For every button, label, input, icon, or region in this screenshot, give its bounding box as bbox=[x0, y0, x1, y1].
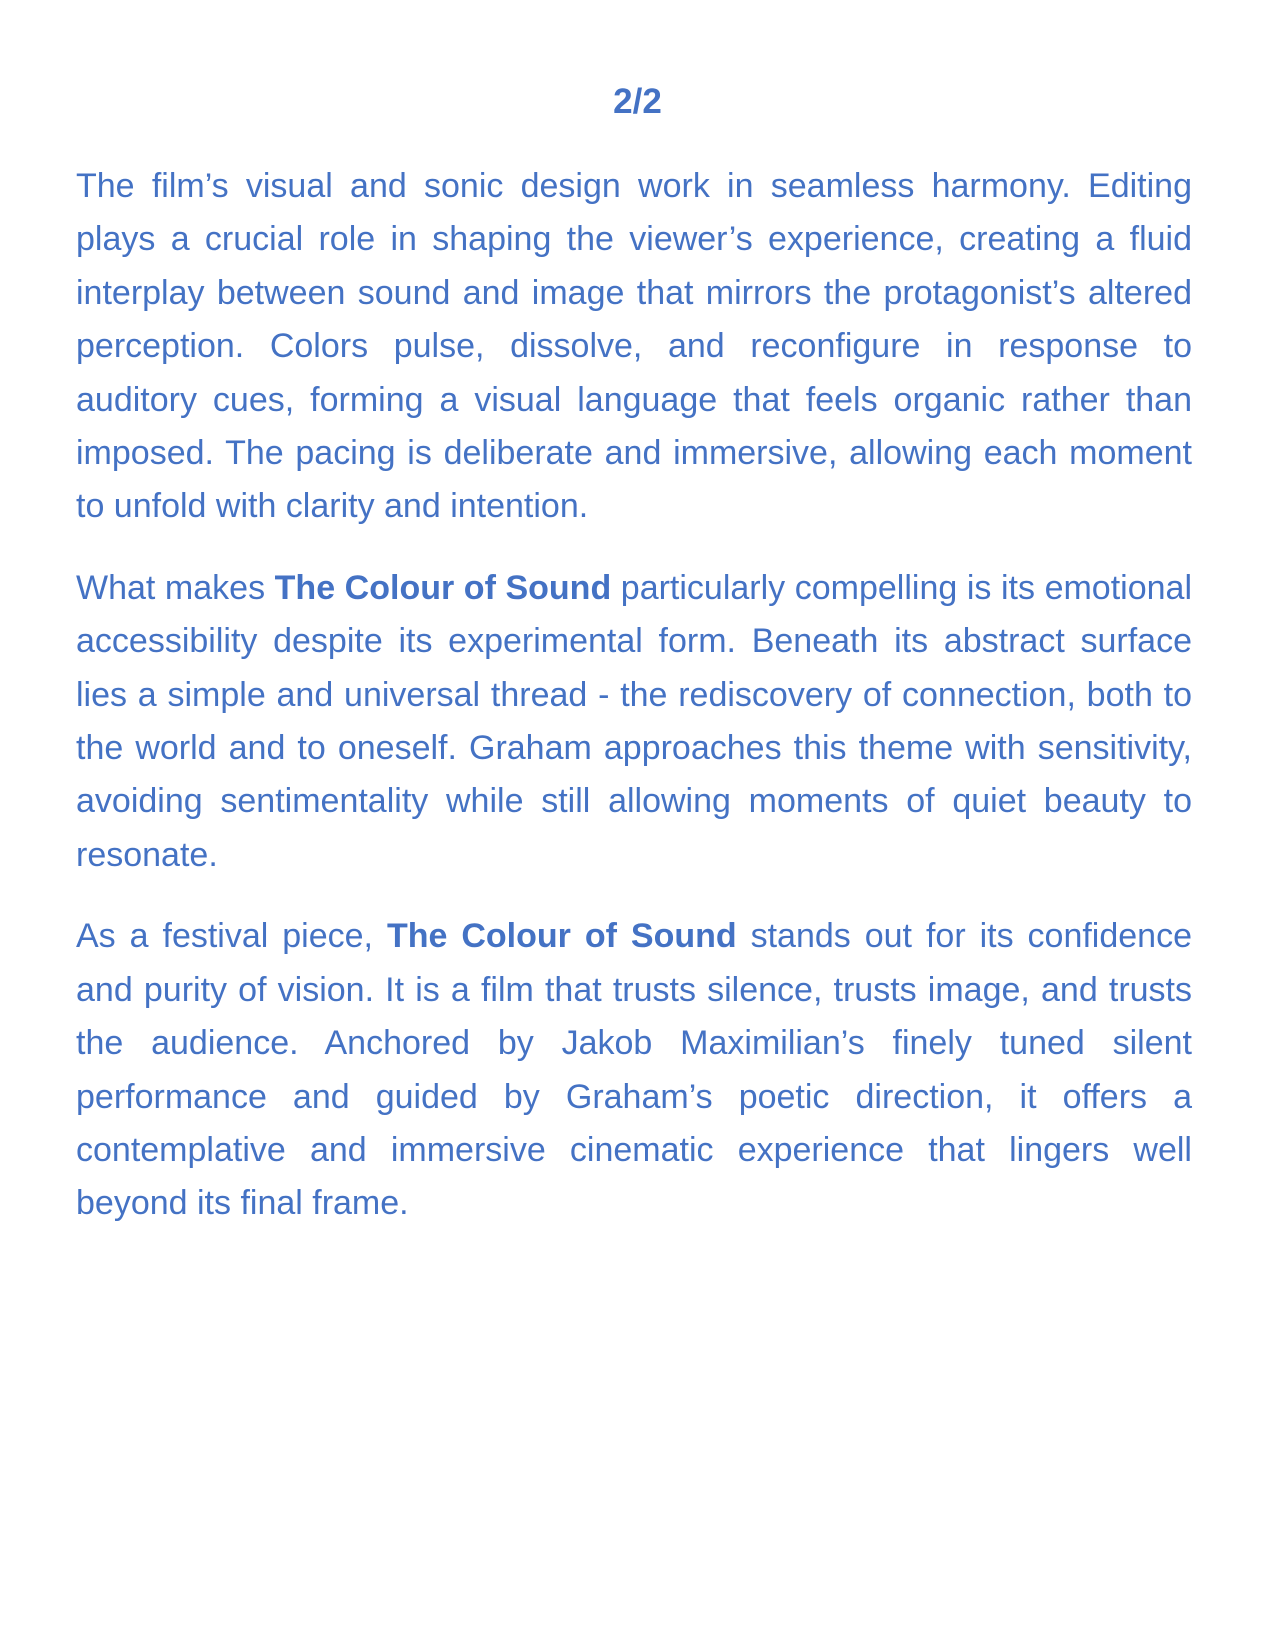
body-text bbox=[76, 160, 1192, 1259]
page-number: 2/2 bbox=[613, 82, 662, 121]
paragraph-editing: The film’s visual and sonic design work in seamless harmony. Editing plays a crucial role in shaping the viewer’s experience, creating a fluid interplay between sound and image that mirrors the protagonist’s altered perception. Colors pulse, dissolve, and reconfigure in response to auditory cues, forming a visual language that feels organic rather than imposed. The pacing is deliberate and immersive, allowing each moment to unfold with clarity and intention. bbox=[76, 167, 1192, 526]
paragraph-text-lead: What makes bbox=[76, 568, 275, 607]
film-title: The Colour of Sound bbox=[274, 568, 612, 607]
paragraph-text-rest: particularly compelling is its emotional accessibility despite its experimental form. Beneath its abstract surface lies a simple and universal thread - the rediscovery of connection, both to the world and to oneself. Graham approaches this theme with sensitivity, avoiding sentimentality while still allowing moments of quiet beauty to resonate. bbox=[76, 568, 1193, 874]
film-title: The Colour of Sound bbox=[386, 917, 737, 956]
paragraph-emotional-accessibility bbox=[76, 562, 1192, 882]
paragraph-text-rest: stands out for its confidence and purity of vision. It is a film that trusts silence, trusts image, and trusts the audience. Anchored by Jakob Maximilian’s finely tuned silent performance and guided by Graham’s poetic direction, it offers a contemplative and immersive cinematic experience that lingers well beyond its final frame. bbox=[76, 917, 1192, 1223]
paragraph-festival-piece bbox=[76, 910, 1192, 1230]
paragraph-text-lead: As a festival piece, bbox=[76, 917, 387, 956]
